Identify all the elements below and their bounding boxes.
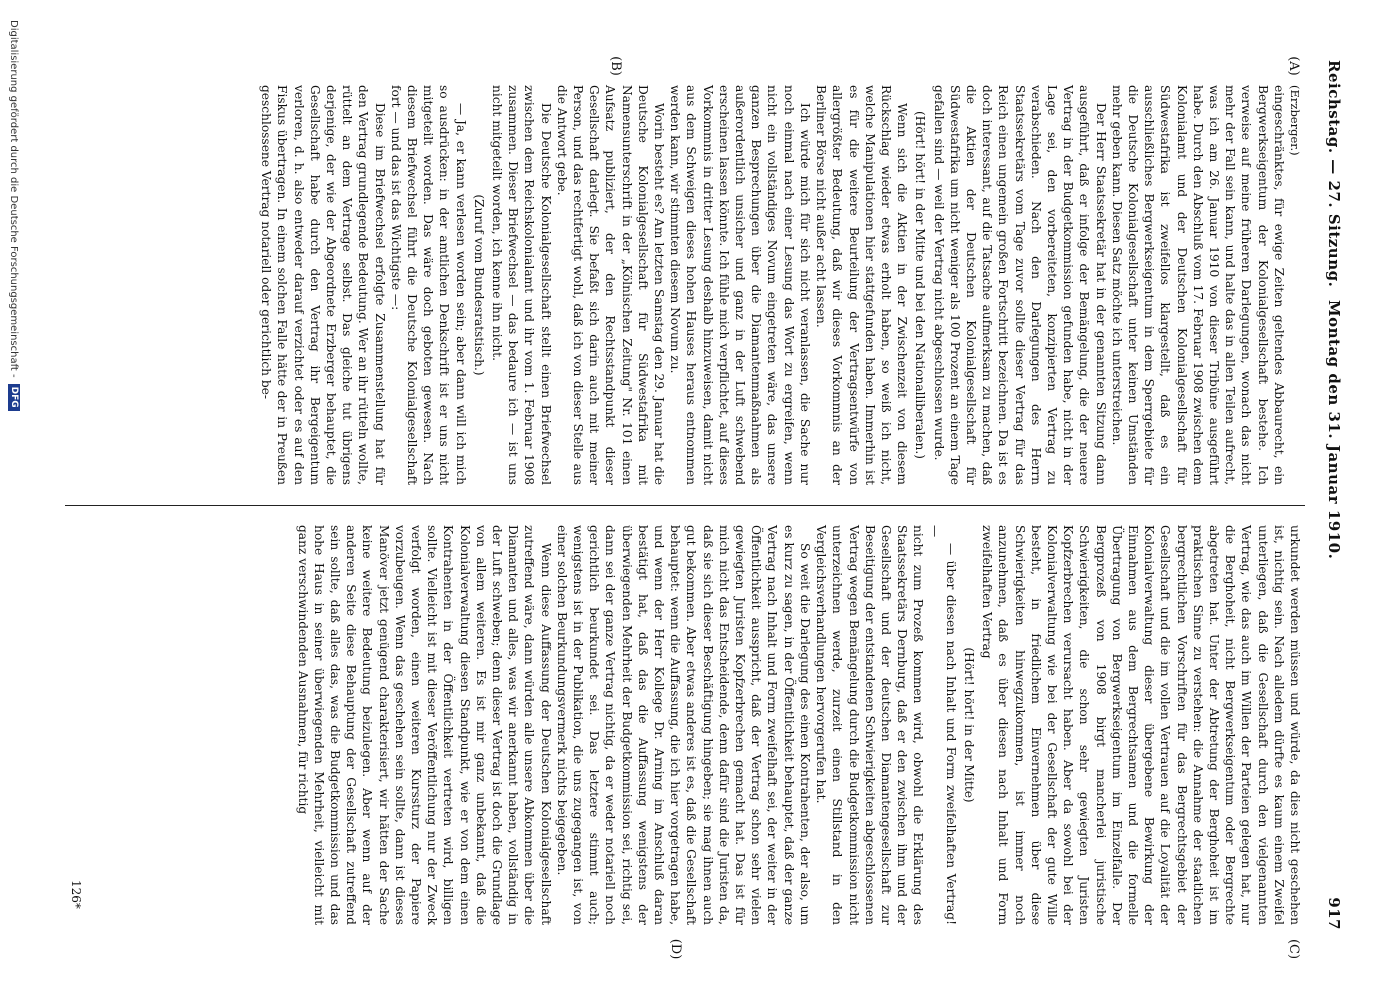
paragraph: Ich würde mich für sich nicht veranlassen, die Sache nur noch einmal nach einer Lesung das Wort zu ergreifen, wenn nicht ein vollständiges Novum eingetreten wäre, das unsere ganzen Besprechungen über die Diamantenmaßnahmen als außerordentlich unsicher und ganz in der Luft schwebend erscheinen lassen könnte. Ich fühle mich verpflichtet, auf dieses Vorkommnis in dritter Lesung deshalb hinzuweisen, damit nicht aus dem Schweigen dieses hohen Hauses heraus entnommen werden kann, wir stimmten diesem Novum zu. bbox=[668, 85, 812, 485]
interjection: (Zuruf vom Bundesratstisch.) bbox=[471, 194, 486, 376]
digitization-credit bbox=[8, 20, 20, 411]
paragraph: Die Deutsche Kolonialgesellschaft stellt einen Briefwechsel zwischen dem Reichskolonialamt und ihr vom 1. Februar 1908 zusammen. Dieser Briefwechsel — das bedaure ich — ist uns nicht mitgeteilt worden, ich kenne ihn nicht. bbox=[490, 85, 553, 485]
page-number: 917 bbox=[1325, 897, 1343, 930]
speaker-tag: (Erzberger.) bbox=[1288, 85, 1302, 156]
paragraph: So weit die Darlegung des einen Kontrahenten, der also, um es kurz zu sagen, in der Öffentlichkeit behauptet, daß der ganze Vertrag nach Inhalt und Form zweifelhaft sei, der weiter in der Öffentlichkeit ausspricht, daß der Vertrag schon sehr vielen gewiegten Juristen Kopfzerbrechen gemacht hat. Das ist für mich nicht das Entscheidende, denn dafür sind die Juristen da, daß sie sich dieser Beschäftigung hingeben; sie mag ihnen auch gut bekommen. Aber etwas anderes ist es, daß die Gesellschaft behauptet: wenn die Auffassung, die ich hier vorgetragen habe, und wenn der Herr Kollege Dr. Arning im Anschluß daran bestätigt hat, daß das die Auffassung wenigstens der überwiegenden Mehrheit der Budgetkommission sei, richtig sei, dann sei der ganze Vertrag nichtig, da er weder notariell noch gerichtlich beurkundet sei. Das letztere stimmt auch; wenigstens ist in der Publikation, die uns zugegangen ist, von einer solchen Beurkundungsvermerk nichts beigegeben. bbox=[554, 525, 812, 925]
paragraph: Wenn sich die Aktien in der Zwischenzeit von diesem Rückschlag wieder etwas erholt haben, so weiß ich nicht, welche Manipulationen hier stattgefunden haben. Immerhin ist es für die weitere Beurteilung der Vertragsentwürfe von allergrößter Bedeutung, daß wir dieses Vorkommnis an der Berliner Börse nicht außer acht lassen. bbox=[814, 85, 910, 485]
paragraph: eingeschränktes, für ewige Zeiten geltendes Abbaurecht, ein Bergwerkseigentum der Kolonialgesellschaft bestehe. Ich verweise auf meine früheren Darlegungen, wonach das nicht mehr der Fall sein kann, und halte das in allen Teilen aufrecht, was ich am 26. Januar 1910 von dieser Tribüne ausgeführt habe. Durch den Abschluß vom 17. Februar 1908 zwischen dem Kolonialamt und der Deutschen Kolonialgesellschaft für Südwestafrika ist zweifellos klargestellt, daß es ein ausschließliches Bergwerkseigentum in dem Sperrgebiete für die Deutsche Kolonialgesellschaft unter keinen Umständen mehr geben kann. Diesen Satz möchte ich unterstreichen. bbox=[1109, 85, 1286, 485]
paragraph: — Ja, er kann verlesen worden sein; aber dann will ich mich so ausdrücken: in der amtlichen Denkschrift ist er uns nicht mitgeteilt worden. Das wäre doch geboten gewesen. Nach diesem Briefwechsel führt die Deutsche Kolonialgesellschaft fort — und das ist das Wichtigste —: bbox=[388, 85, 468, 485]
paragraph: Wenn diese Auffassung der Deutschen Kolonialgesellschaft zutreffend wäre, dann würden alle unsere Abkommen über die Diamanten und alles, was wir anerkannt haben, vollständig in der Luft schweben; denn dieser Vertrag ist doch die Grundlage von allem weiteren. Es ist mir ganz unbekannt, daß die Kolonialverwaltung diesen Standpunkt, wie er von dem einen Kontrahenten in der Öffentlichkeit vertreten wird, billigen sollte. Vielleicht ist mit dieser Veröffentlichung nur der Zweck verfolgt worden, einen weiteren Kurssturz der Papiere vorzubeugen. Wenn das geschehen sein sollte, dann ist dieses Manöver jetzt genügend charakterisiert, wir hätten der Sache keine weitere Bedeutung beizulegen. Aber wenn auf der anderen Seite diese Behauptung der Gesellschaft zutreffend sein sollte, daß alles das, was die Budgetkommission und das hohe Haus in seiner überwiegenden Mehrheit, vielleicht mit ganz verschwindenden Ausnahmen, für richtig bbox=[295, 525, 553, 925]
running-header bbox=[1319, 60, 1343, 930]
paragraph: Der Herr Staatssekretär hat in der genannten Sitzung dann ausgeführt, daß er infolge der Bemängelung, die der neuere Vertrag in der Budgetkommission gefunden habe, nicht in der Lage sei, den vorbereiteten, konzipierten Vertrag zu verabschieden. Nach den Darlegungen des Herrn Staatssekretärs vom Tage zuvor sollte dieser Vertrag für das Reich einen ungemein großen Fortschritt bezeichnen. Da ist es doch interessant, auf die Tatsache aufmerksam zu machen, daß die Aktien der Deutschen Kolonialgesellschaft für Südwestafrika um nicht weniger als 100 Prozent an einem Tage gefallen sind — weil der Vertrag nicht abgeschlossen wurde. bbox=[931, 85, 1108, 485]
interjection: (Hört! hört! in der Mitte und bei den Nationalliberalen.) bbox=[913, 111, 928, 459]
margin-marker-d: (D) bbox=[668, 938, 683, 960]
header-date: Montag den 31. Januar 1910. bbox=[1325, 300, 1343, 560]
credit-text: Digitalisierung gefördert durch die Deutsche Forschungsgemeinschaft - bbox=[8, 20, 20, 378]
paragraph: urkundet werden müssen und würde, da dies nicht geschehen ist, nichtig sein. Nach alledem dürfte es kaum einem Zweifel unterliegen, daß die Gesellschaft durch den vielgenannten Vertrag, wie das auch im Willen der Parteien gelegen hat, nur die Berghoheit, nicht Bergwerkseigentum oder Bergrechte abgetreten hat. Unter der Abtretung der Berghoheit ist im praktischen Sinne zu verstehen: die Annahme der staatlichen bergrechtlichen Vorschriften für das Bergrechtsgebiet der Gesellschaft und die im vollen Vertrauen auf die Loyalität der Kolonialverwaltung dieser übergebene Bewirkung der Einnahmen aus dem Bergrechtsamen und die formelle Übertragung von Bergwerkseigentum im Einzelfalle. Der Bergprozeß von 1908 birgt mancherlei juristische Schwierigkeiten, die schon sehr gewiegten Juristen Kopfzerbrechen verursacht haben. Aber da sowohl bei der Kolonialverwaltung wie bei der Gesellschaft der gute Wille besteht, in friedlichem Einvernehmen über diese Schwierigkeiten hinwegzukommen, ist immer noch anzunehmen, daß es über diesen nach Inhalt und Form zweifelhaften Vertrag bbox=[980, 525, 1302, 925]
paragraph: — über diesen nach Inhalt und Form zweifelhaften Vertrag! — bbox=[927, 525, 958, 925]
paragraph: Worin besteht es? Am letzten Samstag den 29. Januar hat die Deutsche Kolonialgesellschaft für Südwestafrika mit Namensunterschrift in der „Kölnischen Zeitung" Nr. 101 einen Aufsatz publiziert, der den Rechtsstandpunkt dieser Gesellschaft darlegt. Sie befaßt sich darin auch mit meiner Person, und das rechtfertigt wohl, daß ich von dieser Stelle aus die Antwort gebe. bbox=[554, 85, 667, 485]
dfg-logo-icon: DFG bbox=[8, 384, 20, 411]
margin-marker-a: (A) bbox=[1286, 56, 1301, 76]
paragraph: nicht zum Prozeß kommen wird, obwohl die Erklärung des Staatssekretärs Dernburg, daß er den zwischen ihm und der Gesellschaft und der deutschen Diamantengesellschaft zur Beseitigung der entstandenen Schwierigkeiten abgeschlossenen Vertrag wegen Bemängelung durch die Budgetkommission nicht unterzeichnen werde, zurzeit einen Stillstand in den Vergleichsverhandlungen hervorgerufen hat. bbox=[814, 525, 926, 925]
header-left: Reichstag. — 27. Sitzung. bbox=[1325, 60, 1343, 288]
left-column bbox=[258, 85, 1303, 485]
right-column bbox=[294, 525, 1303, 925]
sheet-signature: 126* bbox=[69, 880, 83, 909]
quoted-paragraph: Diese im Briefwechsel erfolgte Zusammenstellung hat für den Vertrag grundlegende Bedeutung. Wer an ihr rütteln wollte, rüttelt an dem Vertrage selbst. Das gleiche tut übrigens derjenige, der wie der Abgeordnete Erzberger behauptet, die Gesellschaft habe durch den Vertrag ihr Bergeigentum verloren, d. h. also entweder darauf verzichtet oder es auf den Fiskus übertragen. In einem solchen Falle hätte der in Preußen geschlossene Vertrag notariell oder gerichtlich be- bbox=[259, 85, 387, 485]
column-divider bbox=[65, 505, 1305, 506]
margin-marker-b: (B) bbox=[608, 56, 623, 76]
interjection: (Hört! hört! in der Mitte) bbox=[961, 647, 976, 803]
margin-marker-c: (C) bbox=[1286, 938, 1301, 960]
